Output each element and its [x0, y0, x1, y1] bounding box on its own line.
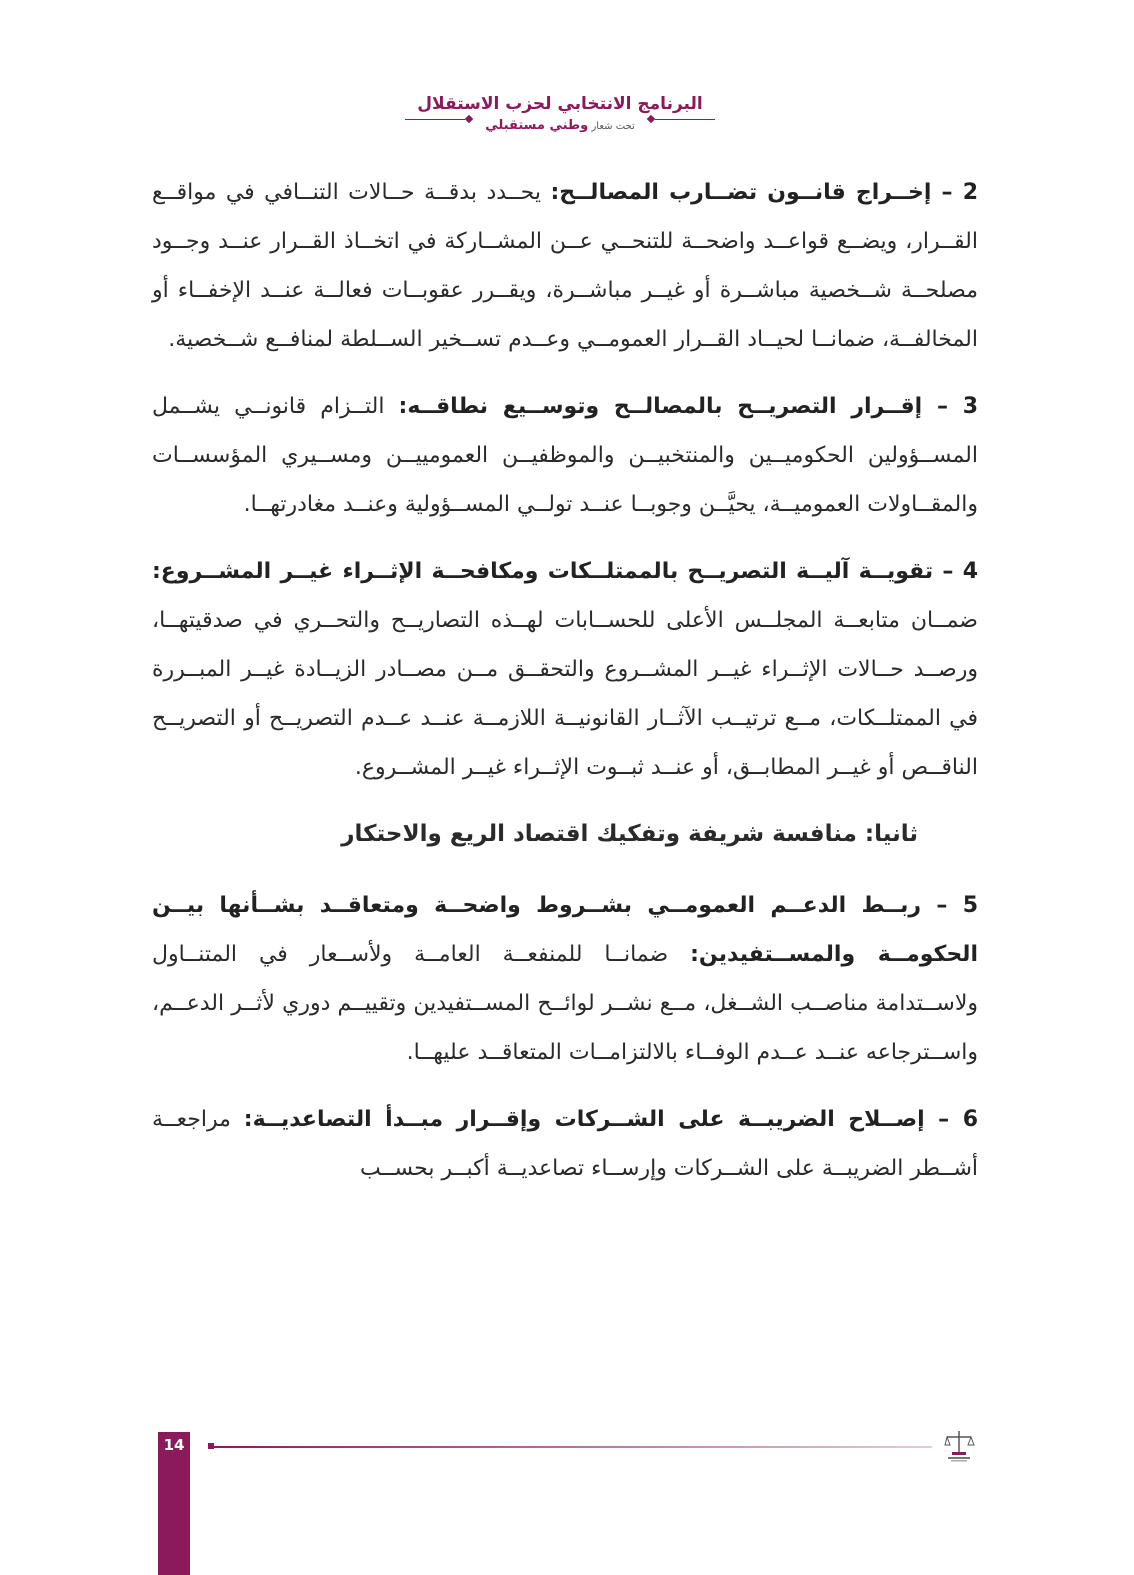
paragraph-body: مراجعــة أشــطر الضريبــة على الشــركات وإرســاء تصاعديــة أكبــر بحســب	[152, 1107, 978, 1181]
paragraph-3	[152, 382, 978, 529]
paragraph-4	[152, 547, 978, 792]
paragraph-5	[152, 881, 978, 1077]
page-content	[152, 168, 978, 1211]
paragraph-6	[152, 1095, 978, 1193]
header-title: البرنامج الانتخابي لحزب الاستقلال	[417, 94, 703, 114]
paragraph-heading: 6 – إصــلاح الضريبــة على الشــركات وإقــرار مبــدأ التصاعديــة:	[243, 1107, 978, 1132]
scales-logo-icon	[942, 1428, 976, 1464]
paragraph-2	[152, 168, 978, 364]
page-header	[380, 92, 740, 142]
footer-rule	[212, 1446, 932, 1448]
paragraph-heading: 3 – إقــرار التصريــح بالمصالــح وتوســيع نطاقــه:	[398, 394, 978, 419]
paragraph-body: ضمــان متابعــة المجلــس الأعلى للحســابات لهــذه التصاريــح والتحــري في صدقيتهــا، ورصــد حــالات الإثــراء غيــر المشــروع والتحقــق مــن مصــادر الزيــادة غيــر المبــررة في الممتلــكات، مــع ترتيــب الآثــار القانونيــة اللازمــة عنــد عــدم التصريــح أو التصريــح الناقــص أو غيــر المطابــق، أو عنــد ثبــوت الإثــراء غيــر المشــروع.	[152, 608, 978, 780]
header-slogan: وطني مستقبلي	[485, 118, 589, 133]
paragraph-heading: 5 – ربــط الدعــم العمومــي بشــروط واضحــة ومتعاقــد بشــأنها بيــن الحكومــة والمســتفيدين:	[152, 893, 978, 967]
paragraph-heading: 2 – إخــراج قانــون تضــارب المصالــح:	[550, 180, 978, 205]
header-rule-right	[655, 119, 715, 120]
header-rule-left	[405, 119, 465, 120]
page-number: 14	[163, 1436, 185, 1454]
paragraph-body: التــزام قانونــي يشــمل المســؤولين الحكوميــين والمنتخبيــن والموظفيــن العمومييــن ومســيري المؤسســات والمقــاولات العموميــة، يحيَّــن وجوبــا عنــد تولــي المســؤولية وعنــد مغادرتهــا.	[152, 394, 978, 517]
paragraph-body: ضمانــا للمنفعــة العامــة ولأســعار في المتنــاول ولاســتدامة مناصــب الشــغل، مــع نشــر لوائــح المســتفيدين وتقييــم دوري لأثــر الدعــم، واســترجاعه عنــد عــدم الوفــاء بالالتزامــات المتعاقــد عليهــا.	[152, 942, 978, 1065]
section-heading: ثانيا: منافسة شريفة وتفكيك اقتصاد الريع والاحتكار	[341, 821, 918, 847]
header-subtitle-prefix: تحت شعار	[591, 121, 635, 132]
paragraph-heading: 4 – تقويــة آليــة التصريــح بالممتلــكات ومكافحــة الإثــراء غيــر المشــروع:	[152, 559, 978, 584]
paragraph-body: يحــدد بدقــة حــالات التنــافي في مواقــع القــرار، ويضــع قواعــد واضحــة للتنحــي عــن المشــاركة في اتخــاذ القــرار عنــد وجــود مصلحــة شــخصية مباشــرة أو غيــر مباشــرة، ويقــرر عقوبــات فعالــة عنــد الإخفــاء أو المخالفــة، ضمانــا لحيــاد القــرار العمومــي وعــدم تســخير الســلطة لمنافــع شــخصية.	[152, 180, 978, 352]
